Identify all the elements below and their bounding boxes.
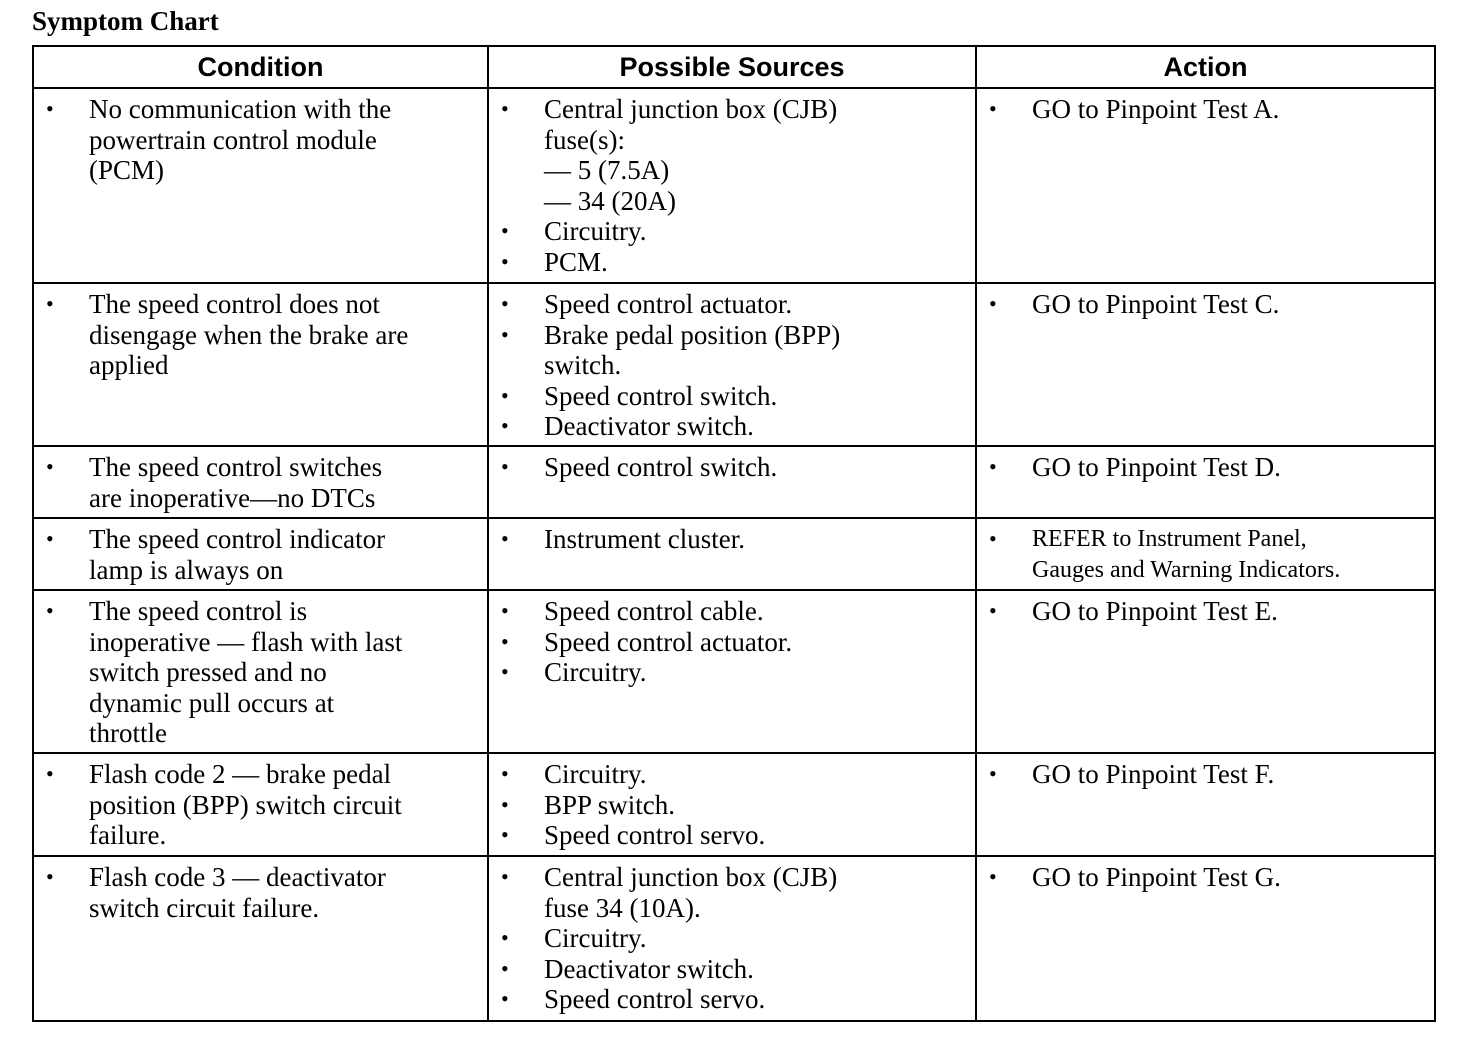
source-item — [501, 790, 969, 821]
condition-text: applied — [89, 350, 169, 380]
condition-list — [46, 759, 481, 851]
action-list — [989, 759, 1428, 790]
sources-list — [501, 289, 969, 442]
condition-list — [46, 524, 481, 585]
condition-text: throttle — [89, 718, 167, 748]
condition-text: inoperative — flash with last — [89, 626, 403, 657]
condition-text: powertrain control module — [89, 124, 377, 155]
condition-text: disengage when the brake are — [89, 319, 409, 350]
source-item — [501, 820, 969, 851]
source-text: — 34 (20A) — [544, 185, 676, 216]
source-item — [501, 923, 969, 954]
condition-item — [46, 596, 481, 749]
source-item — [501, 411, 969, 442]
source-text: • Speed control servo. — [544, 820, 766, 850]
condition-cell — [33, 88, 488, 283]
source-item — [501, 657, 969, 688]
table-row — [33, 753, 1435, 856]
source-item — [501, 452, 969, 483]
sources-list — [501, 862, 969, 1015]
table-row — [33, 446, 1435, 518]
source-text: • Deactivator switch. — [544, 953, 754, 984]
condition-cell — [33, 518, 488, 590]
condition-cell — [33, 446, 488, 518]
action-text: • REFER to Instrument Panel, — [1032, 526, 1307, 552]
action-item — [989, 524, 1428, 585]
source-text: — 5 (7.5A) — [544, 155, 670, 185]
condition-text: failure. — [89, 820, 167, 850]
action-text: • GO to Pinpoint Test D. — [1032, 452, 1281, 482]
column-header-possible-sources: Possible Sources — [488, 46, 976, 88]
possible-sources-cell — [488, 518, 976, 590]
source-text: switch. — [544, 350, 622, 380]
possible-sources-cell — [488, 856, 976, 1021]
condition-text: • The speed control switches — [89, 452, 383, 482]
condition-item — [46, 452, 481, 513]
condition-text: switch pressed and no — [89, 657, 327, 687]
action-text: • GO to Pinpoint Test G. — [1032, 862, 1281, 892]
source-text: fuse(s): — [544, 124, 625, 155]
condition-cell — [33, 856, 488, 1021]
source-text: • PCM. — [544, 246, 608, 277]
source-item — [501, 247, 969, 278]
source-text: • BPP switch. — [544, 789, 676, 820]
condition-text: • The speed control does not — [89, 289, 380, 319]
source-item — [501, 596, 969, 627]
possible-sources-cell — [488, 590, 976, 753]
action-cell — [976, 446, 1435, 518]
condition-item — [46, 94, 481, 186]
condition-text: dynamic pull occurs at — [89, 687, 335, 718]
action-text: • GO to Pinpoint Test E. — [1032, 596, 1278, 626]
symptom-chart-table — [32, 45, 1436, 1022]
action-item — [989, 452, 1428, 483]
table-row — [33, 283, 1435, 446]
column-header-action: Action — [976, 46, 1435, 88]
source-text: • Speed control switch. — [544, 452, 778, 482]
page-title: Symptom Chart — [32, 6, 219, 36]
source-text: • Speed control switch. — [544, 380, 778, 411]
source-item — [501, 759, 969, 790]
source-text: • Circuitry. — [544, 759, 647, 789]
action-cell — [976, 753, 1435, 856]
action-list — [989, 94, 1428, 125]
source-item — [501, 216, 969, 247]
action-cell — [976, 518, 1435, 590]
condition-list — [46, 862, 481, 923]
source-text: • Speed control actuator. — [544, 626, 793, 657]
action-text: • GO to Pinpoint Test A. — [1032, 94, 1280, 124]
possible-sources-cell — [488, 753, 976, 856]
action-list — [989, 596, 1428, 627]
source-text: • Speed control cable. — [544, 596, 764, 626]
action-text: • GO to Pinpoint Test F. — [1032, 759, 1275, 789]
condition-text: position (BPP) switch circuit — [89, 789, 402, 820]
condition-item — [46, 524, 481, 585]
source-item — [501, 954, 969, 985]
sources-list — [501, 94, 969, 277]
condition-cell — [33, 590, 488, 753]
action-text: Gauges and Warning Indicators. — [1032, 556, 1341, 583]
action-cell — [976, 88, 1435, 283]
condition-cell — [33, 753, 488, 856]
source-text: fuse 34 (10A). — [544, 892, 701, 923]
source-text: • Central junction box (CJB) — [544, 94, 838, 124]
action-list — [989, 452, 1428, 483]
condition-text: • The speed control is — [89, 596, 308, 626]
source-item — [501, 524, 969, 555]
source-item — [501, 984, 969, 1015]
source-text: • Instrument cluster. — [544, 524, 745, 554]
condition-item — [46, 289, 481, 381]
condition-text: • Flash code 3 — deactivator — [89, 862, 386, 892]
source-text: • Speed control servo. — [544, 984, 766, 1014]
source-item — [501, 320, 969, 381]
condition-list — [46, 289, 481, 381]
source-item — [501, 289, 969, 320]
source-text: • Central junction box (CJB) — [544, 862, 838, 892]
possible-sources-cell — [488, 283, 976, 446]
table-row — [33, 590, 1435, 753]
sources-list — [501, 524, 969, 555]
condition-text: (PCM) — [89, 155, 165, 185]
action-cell — [976, 856, 1435, 1021]
source-item — [501, 381, 969, 412]
condition-cell — [33, 283, 488, 446]
action-cell — [976, 283, 1435, 446]
table-row — [33, 518, 1435, 590]
condition-item — [46, 759, 481, 851]
source-item — [501, 627, 969, 658]
condition-text: • No communication with the — [89, 94, 392, 124]
condition-text: are inoperative—no DTCs — [89, 482, 376, 513]
source-item — [501, 862, 969, 923]
source-text: • Deactivator switch. — [544, 411, 754, 441]
condition-list — [46, 452, 481, 513]
condition-list — [46, 596, 481, 749]
possible-sources-cell — [488, 88, 976, 283]
action-text: • GO to Pinpoint Test C. — [1032, 289, 1280, 319]
source-text: • Brake pedal position (BPP) — [544, 319, 841, 350]
table-header-row — [33, 46, 1435, 88]
condition-text: lamp is always on — [89, 554, 284, 585]
action-item — [989, 596, 1428, 627]
source-text: • Circuitry. — [544, 923, 647, 953]
condition-item — [46, 862, 481, 923]
action-item — [989, 759, 1428, 790]
table-row — [33, 88, 1435, 283]
source-text: • Circuitry. — [544, 657, 647, 687]
sources-list — [501, 452, 969, 483]
source-item — [501, 94, 969, 216]
action-list — [989, 862, 1428, 893]
action-item — [989, 862, 1428, 893]
sources-list — [501, 596, 969, 688]
condition-list — [46, 94, 481, 186]
condition-text: • Flash code 2 — brake pedal — [89, 759, 392, 789]
action-item — [989, 94, 1428, 125]
sources-list — [501, 759, 969, 851]
possible-sources-cell — [488, 446, 976, 518]
action-cell — [976, 590, 1435, 753]
condition-text: switch circuit failure. — [89, 892, 320, 923]
action-item — [989, 289, 1428, 320]
action-list — [989, 289, 1428, 320]
action-list — [989, 524, 1428, 585]
table-row — [33, 856, 1435, 1021]
condition-text: • The speed control indicator — [89, 524, 386, 554]
source-text: • Circuitry. — [544, 216, 647, 246]
source-text: • Speed control actuator. — [544, 289, 793, 319]
column-header-condition: Condition — [33, 46, 488, 88]
